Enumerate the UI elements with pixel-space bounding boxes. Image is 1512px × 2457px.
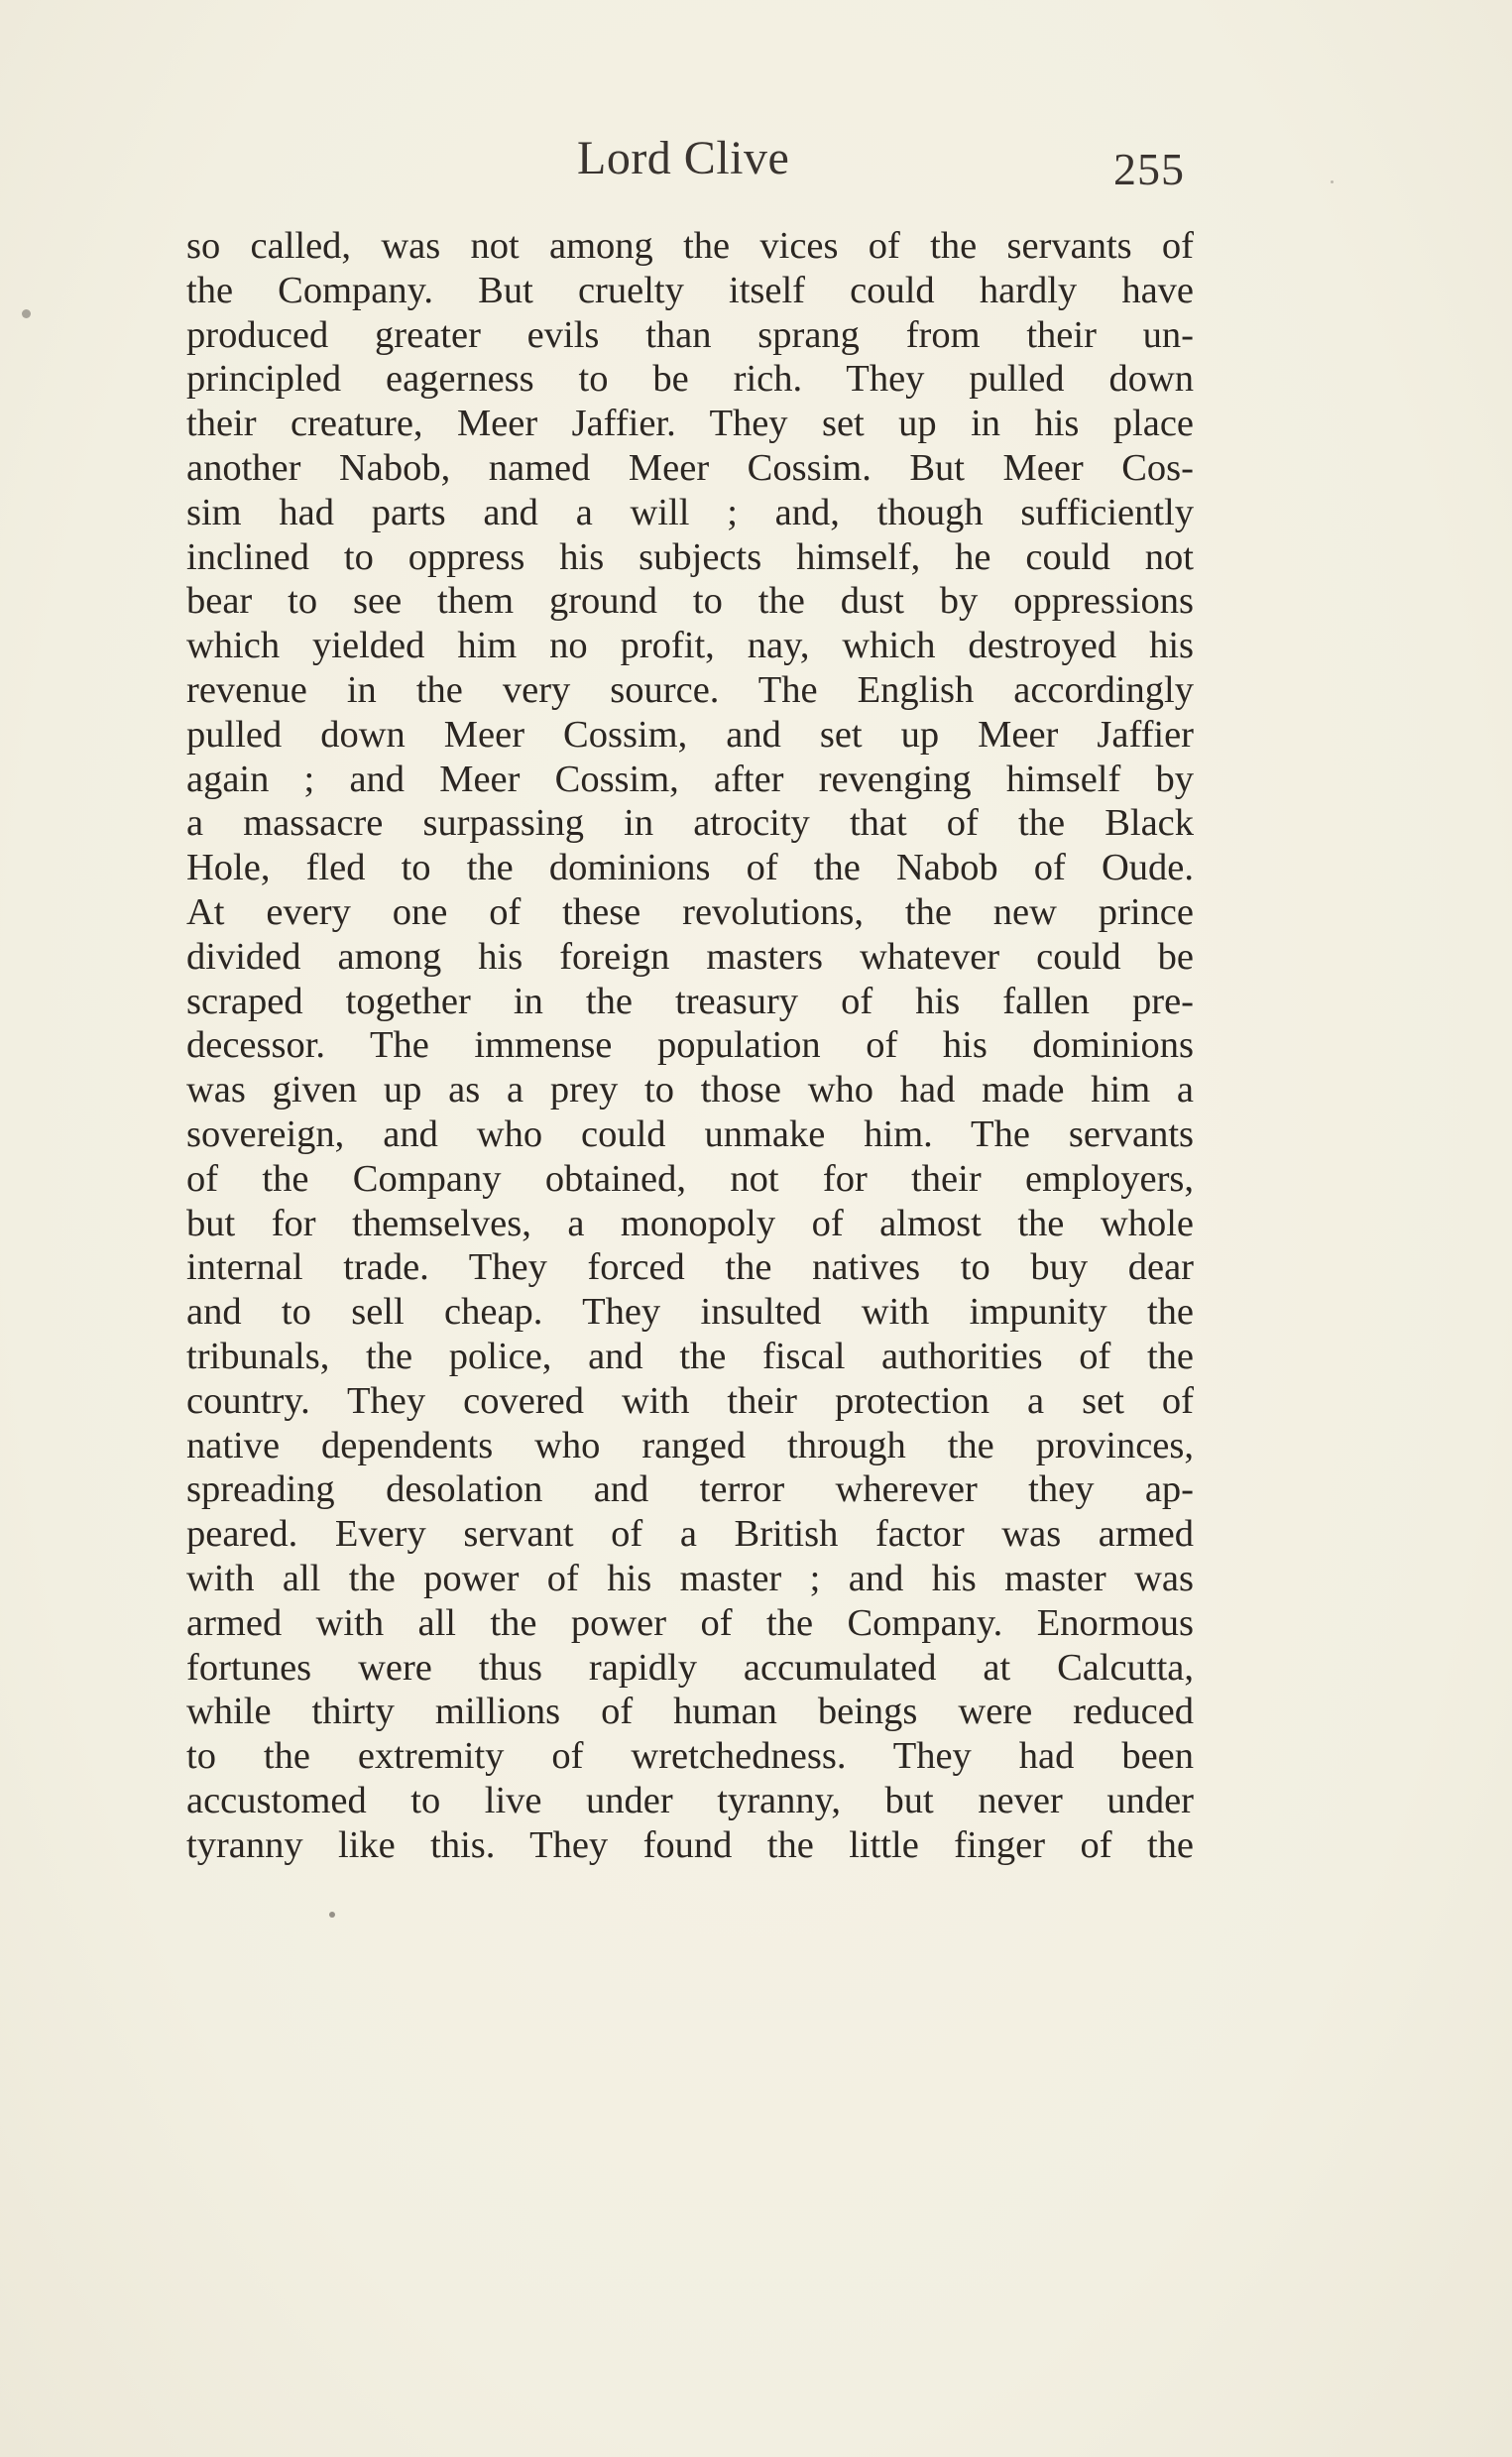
page-number: 255 [1113, 144, 1185, 194]
text-line: of the Company obtained, not for their employers, [186, 1157, 1194, 1200]
text-line: tyranny like this. They found the little finger of the [186, 1823, 1194, 1866]
text-line: accustomed to live under tyranny, but never under [186, 1779, 1194, 1821]
text-line: scraped together in the treasury of his fallen pre- [186, 980, 1194, 1022]
text-line: sovereign, and who could unmake him. The servants [186, 1112, 1194, 1155]
text-line: peared. Every servant of a British factor was armed [186, 1513, 1194, 1556]
running-head-title: Lord Clive [577, 132, 790, 184]
body-text [186, 224, 1194, 1867]
text-line: At every one of these revolutions, the new prince [186, 890, 1194, 933]
text-line: again ; and Meer Cossim, after revenging himself by [186, 758, 1194, 800]
text-line: with all the power of his master ; and his master was [186, 1557, 1194, 1599]
text-line: divided among his foreign masters whatever could be [186, 935, 1194, 978]
text-line: sim had parts and a will ; and, though sufficiently [186, 491, 1194, 533]
text-line: and to sell cheap. They insulted with impunity the [186, 1291, 1194, 1334]
text-line: so called, was not among the vices of the servants of [186, 225, 1194, 267]
paper-speck [329, 1912, 335, 1918]
text-line: fortunes were thus rapidly accumulated at Calcutta, [186, 1646, 1194, 1689]
text-line: their creature, Meer Jaffier. They set up in his place [186, 403, 1194, 445]
text-line: to the extremity of wretchedness. They had been [186, 1735, 1194, 1778]
text-line: spreading desolation and terror wherever they ap- [186, 1468, 1194, 1511]
text-line: principled eagerness to be rich. They pulled down [186, 358, 1194, 401]
text-line: was given up as a prey to those who had made him a [186, 1069, 1194, 1112]
text-line: another Nabob, named Meer Cossim. But Meer Cos- [186, 446, 1194, 489]
running-head [0, 131, 1512, 194]
text-line: decessor. The immense population of his dominions [186, 1024, 1194, 1067]
text-line: but for themselves, a monopoly of almost the whole [186, 1202, 1194, 1244]
text-line: inclined to oppress his subjects himself, he could not [186, 535, 1194, 578]
text-line: produced greater evils than sprang from their un- [186, 313, 1194, 356]
text-line: native dependents who ranged through the provinces, [186, 1424, 1194, 1466]
text-line: a massacre surpassing in atrocity that of the Black [186, 802, 1194, 845]
paper-speck [22, 309, 31, 318]
text-line: Hole, fled to the dominions of the Nabob of Oude. [186, 847, 1194, 889]
text-line: armed with all the power of the Company. Enormous [186, 1601, 1194, 1644]
text-line: which yielded him no profit, nay, which destroyed his [186, 625, 1194, 667]
text-line: country. They covered with their protection a set of [186, 1379, 1194, 1422]
text-line: internal trade. They forced the natives to buy dear [186, 1246, 1194, 1289]
text-line: revenue in the very source. The English accordingly [186, 668, 1194, 711]
text-line: tribunals, the police, and the fiscal authorities of the [186, 1335, 1194, 1377]
text-line: bear to see them ground to the dust by oppressions [186, 580, 1194, 623]
text-line: while thirty millions of human beings were reduced [186, 1691, 1194, 1733]
text-line: the Company. But cruelty itself could hardly have [186, 269, 1194, 311]
text-line: pulled down Meer Cossim, and set up Meer Jaffier [186, 713, 1194, 756]
